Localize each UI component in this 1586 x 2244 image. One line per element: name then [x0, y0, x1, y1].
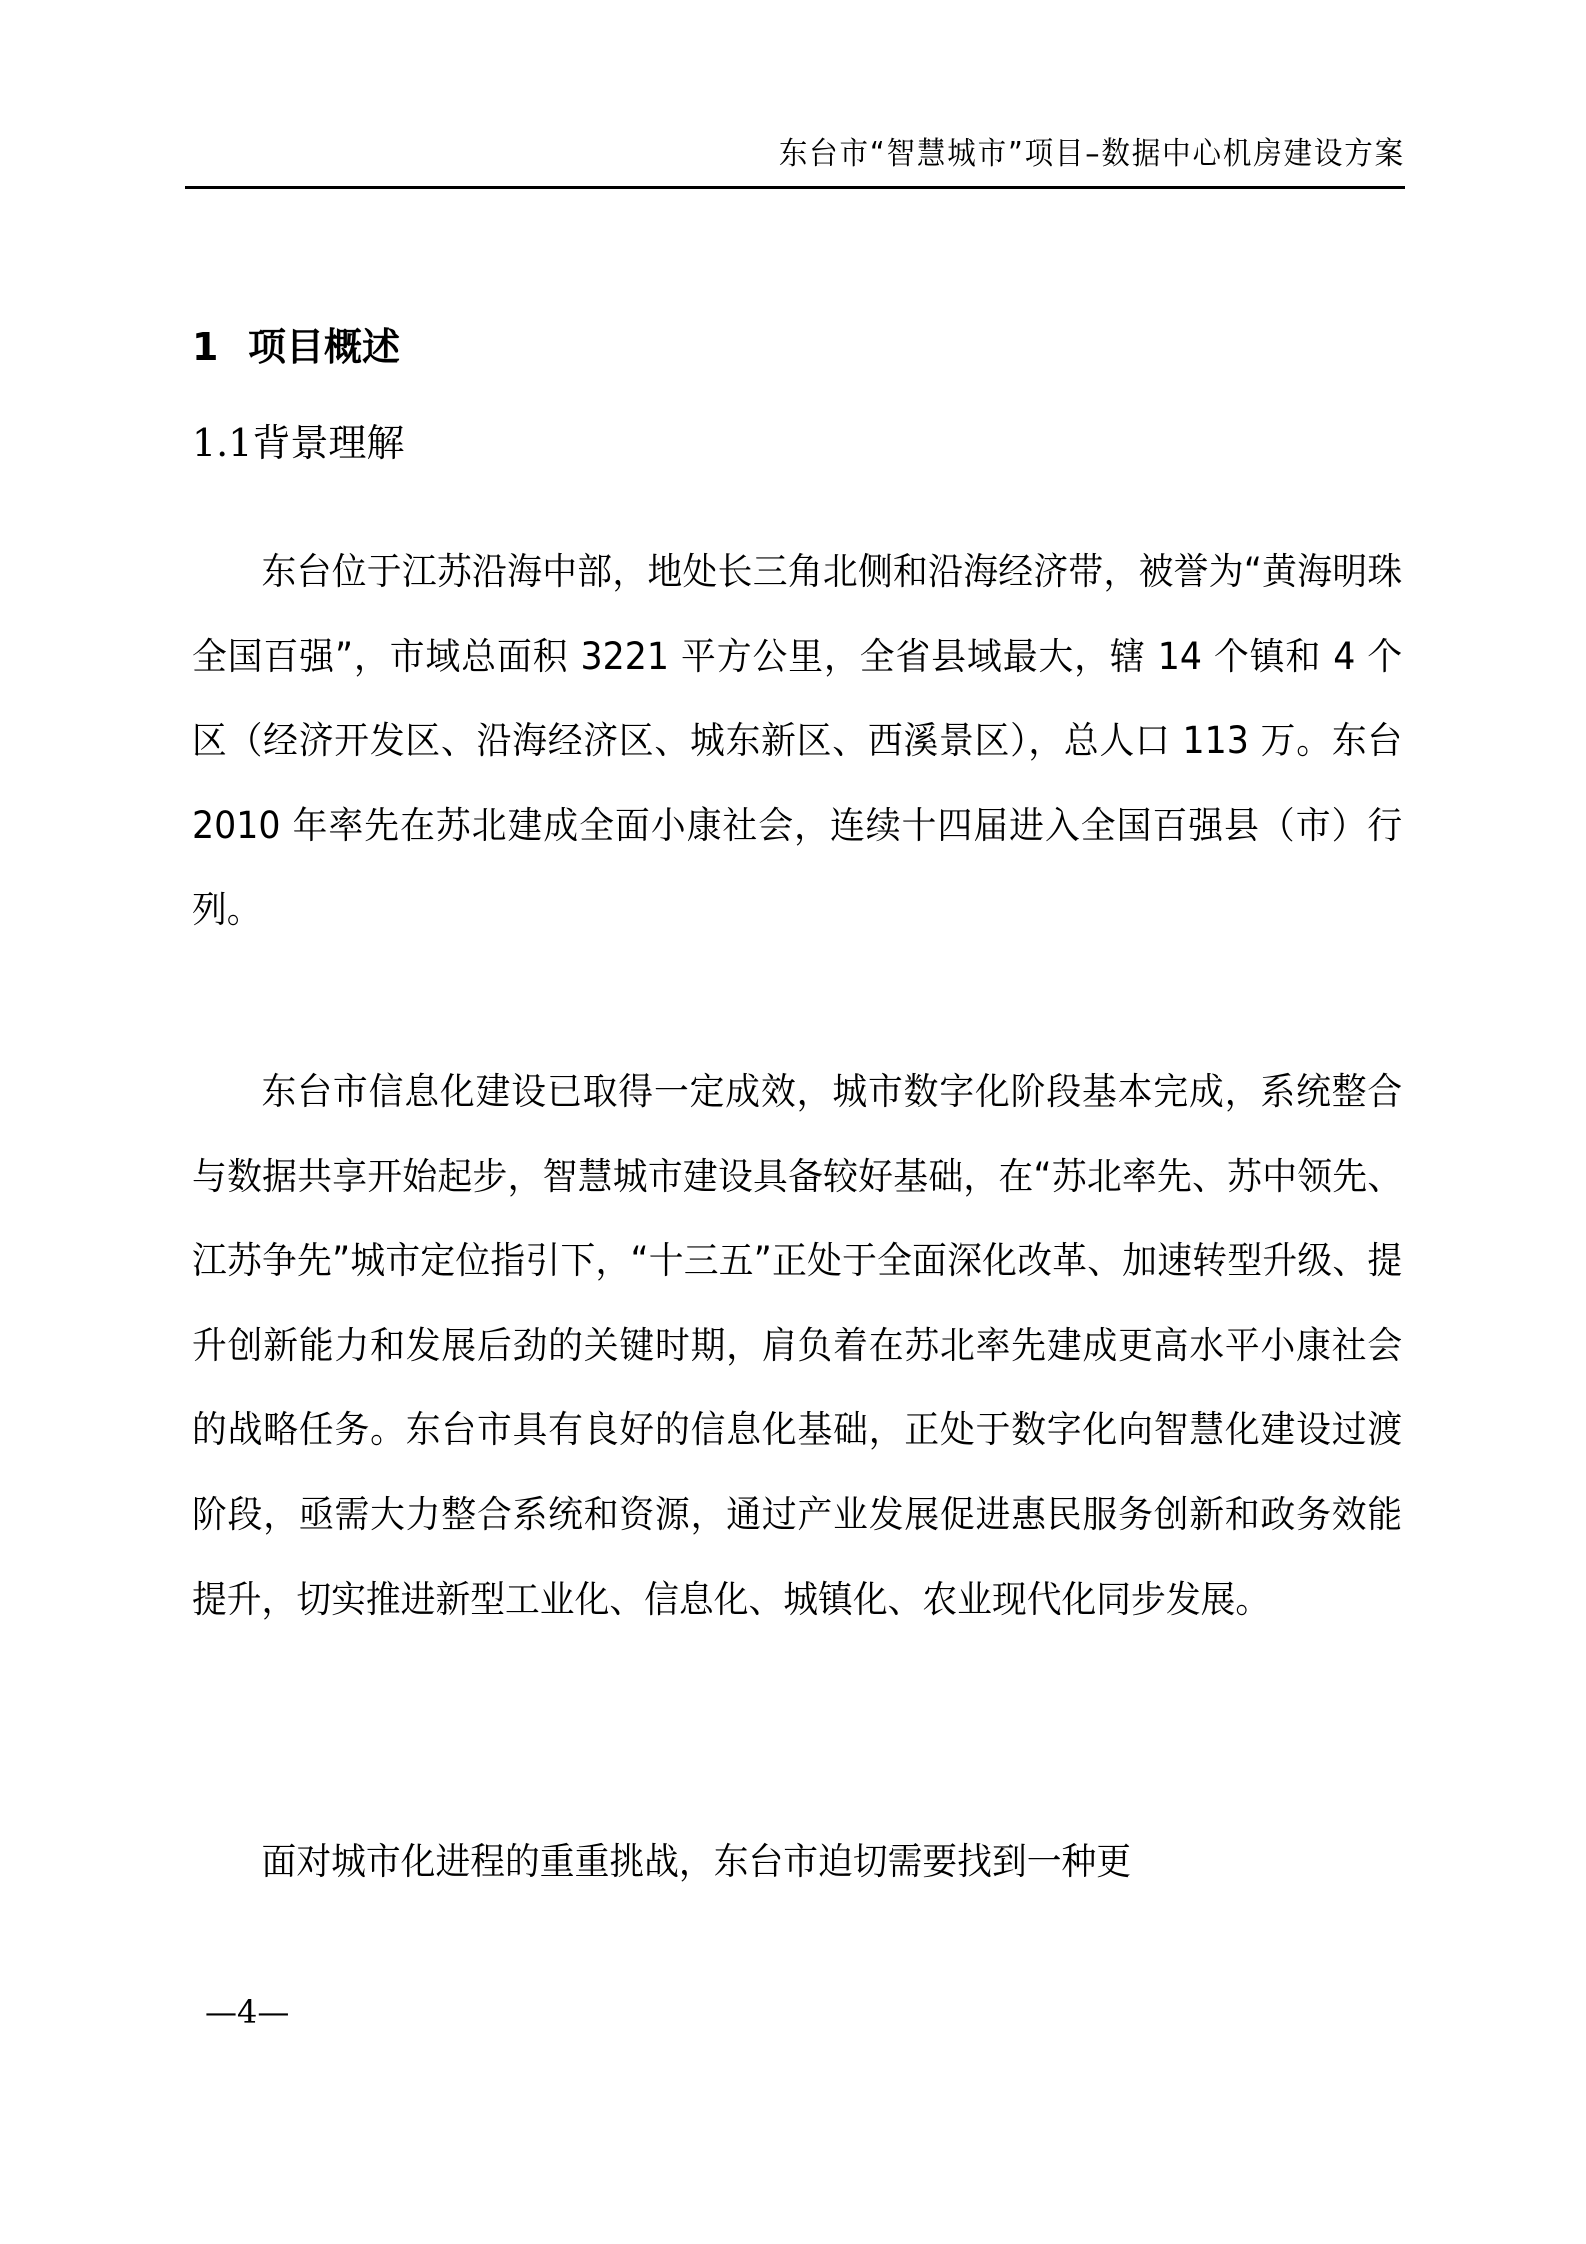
paragraph: 东台市信息化建设已取得一定成效，城市数字化阶段基本完成，系统整合与数据共享开始起步，智慧城市建设具备较好基础，在“苏北率先、苏中领先、江苏争先”城市定位指引下，“十三五”正处于全面深化改革、加速转型升级、提升创新能力和发展后劲的关键时期，肩负着在苏北率先建成更高水平小康社会的战略任务。东台市具有良好的信息化基础，正处于数字化向智慧化建设过渡阶段，亟需大力整合系统和资源，通过产业发展促进惠民服务创新和政务效能提升，切实推进新型工业化、信息化、城镇化、农业现代化同步发展。	[192, 1070, 1403, 1621]
section-title-text: 项目概述	[248, 325, 401, 369]
section-number: 1	[192, 325, 219, 369]
paragraph-block-2	[192, 1050, 1402, 1642]
paragraph: 面对城市化进程的重重挑战，东台市迫切需要找到一种更	[261, 1840, 1132, 1883]
page-number: —4—	[205, 1993, 290, 2031]
section-heading	[192, 322, 400, 372]
header-divider	[185, 186, 1405, 189]
subsection-heading: 1.1背景理解	[192, 421, 405, 465]
paragraph-block-3	[192, 1820, 1402, 1905]
paragraph-block-1	[192, 530, 1402, 953]
paragraph: 东台位于江苏沿海中部，地处长三角北侧和沿海经济带，被誉为“黄海明珠全国百强”，市域总面积 3221 平方公里，全省县域最大，辖 14 个镇和 4 个区（经济开发区、沿海经济区、城东新区、西溪景区），总人口 113 万。东台 2010 年率先在苏北建成全面小康社会，连续十四届进入全国百强县（市）行列。	[192, 550, 1403, 932]
page-header-title: 东台市“智慧城市”项目–数据中心机房建设方案	[778, 136, 1405, 172]
